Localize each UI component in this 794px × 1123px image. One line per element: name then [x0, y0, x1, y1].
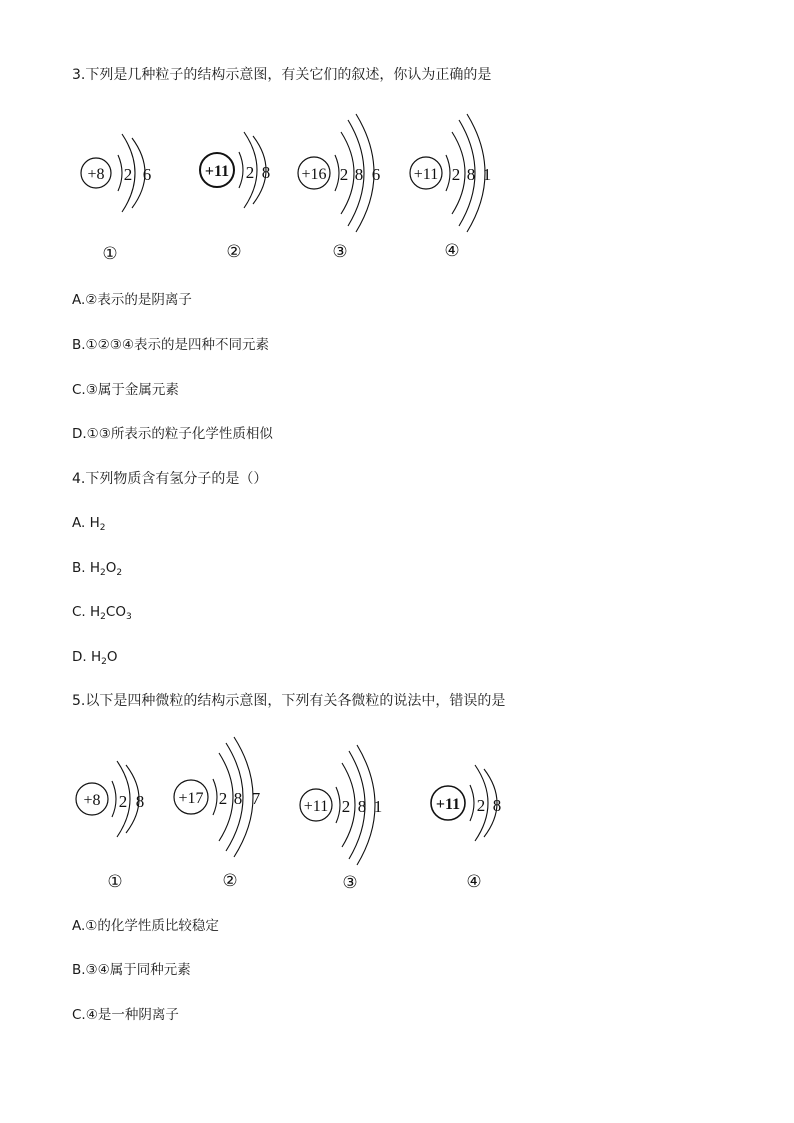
shell-count: 2	[341, 797, 351, 816]
q3-diagram-4	[410, 114, 491, 260]
formula-subscript: 2	[99, 523, 106, 533]
shell-count: 2	[245, 163, 255, 182]
shell-count: 2	[123, 165, 133, 184]
q3-diagram-svg	[0, 110, 560, 270]
electron-shell	[470, 785, 474, 821]
diagram-label: ④	[466, 872, 482, 891]
nucleus-charge: +8	[87, 166, 105, 183]
q3-option-c: C.③属于金属元素	[72, 382, 179, 398]
q5-diagram-3	[300, 745, 382, 892]
q4-option-c	[72, 603, 132, 621]
electron-shell	[239, 152, 243, 188]
shell-count: 2	[451, 165, 461, 184]
diagram-label: ②	[222, 871, 238, 890]
shell-count: 8	[354, 165, 364, 184]
shell-count: 8	[233, 789, 243, 808]
shell-count: 1	[482, 165, 492, 184]
electron-shell	[336, 787, 340, 823]
q5-diagram-4	[431, 765, 501, 891]
nucleus-charge: +11	[204, 163, 230, 180]
diagram-label: ③	[342, 873, 358, 892]
q4-option-a	[72, 514, 105, 532]
q5-diagram-svg	[0, 735, 560, 895]
nucleus-charge: +8	[83, 792, 101, 809]
q5-option-b: B.③④属于同种元素	[72, 962, 191, 978]
shell-count: 8	[357, 797, 367, 816]
q5-option-a: A.①的化学性质比较稳定	[72, 918, 219, 934]
shell-count: 7	[251, 789, 261, 808]
diagram-label: ③	[332, 242, 348, 261]
nucleus-charge: +11	[303, 798, 329, 815]
nucleus-charge: +11	[413, 166, 439, 183]
shell-count: 2	[339, 165, 349, 184]
question-3-diagrams	[0, 110, 560, 274]
shell-count: 6	[371, 165, 381, 184]
shell-count: 8	[466, 165, 476, 184]
q5-diagram-2	[174, 737, 261, 890]
q4-option-b	[72, 559, 122, 577]
electron-shell	[112, 781, 116, 817]
shell-count: 2	[118, 792, 128, 811]
electron-shell	[335, 155, 339, 191]
electron-shell	[118, 155, 122, 191]
shell-count: 8	[135, 792, 145, 811]
formula-subscript: 2	[100, 612, 106, 622]
diagram-label: ①	[102, 244, 118, 263]
q3-option-d: D.①③所表示的粒子化学性质相似	[72, 426, 273, 442]
formula-subscript: 2	[100, 568, 106, 578]
nucleus-charge: +11	[435, 796, 461, 813]
diagram-label: ④	[444, 241, 460, 260]
q3-option-b: B.①②③④表示的是四种不同元素	[72, 337, 269, 353]
diagram-label: ①	[107, 872, 123, 891]
electron-shell	[446, 155, 450, 191]
formula-subscript: 3	[125, 612, 132, 622]
formula-part: A. H	[72, 515, 100, 531]
nucleus-charge: +17	[178, 790, 204, 807]
shell-count: 8	[261, 163, 271, 182]
q5-diagram-1	[76, 761, 144, 891]
shell-count: 6	[142, 165, 152, 184]
question-5-diagrams	[0, 735, 560, 899]
q3-diagram-2	[200, 132, 270, 261]
q3-option-a: A.②表示的是阴离子	[72, 292, 192, 308]
question-3-stem: 3.下列是几种粒子的结构示意图，有关它们的叙述，你认为正确的是	[72, 67, 492, 83]
q3-diagram-1	[81, 134, 151, 263]
formula-part: B. H	[72, 560, 100, 576]
q3-diagram-3	[298, 114, 380, 261]
question-4-stem: 4.下列物质含有氢分子的是（）	[72, 471, 268, 487]
formula-subscript: 2	[116, 568, 123, 578]
diagram-label: ②	[226, 242, 242, 261]
formula-part: O	[105, 560, 117, 576]
formula-subscript: 2	[101, 657, 107, 667]
shell-count: 2	[476, 796, 486, 815]
shell-count: 2	[218, 789, 228, 808]
nucleus-charge: +16	[301, 166, 327, 183]
question-5-stem: 5.以下是四种微粒的结构示意图，下列有关各微粒的说法中，错误的是	[72, 693, 506, 709]
q4-option-d	[72, 648, 118, 666]
q5-option-c: C.④是一种阴离子	[72, 1007, 179, 1023]
formula-part: C. H	[72, 604, 101, 620]
formula-part: CO	[105, 604, 126, 620]
shell-count: 1	[373, 797, 383, 816]
shell-count: 8	[492, 796, 502, 815]
formula-part: D. H	[72, 649, 102, 665]
formula-part: O	[106, 649, 118, 665]
electron-shell	[213, 779, 217, 815]
